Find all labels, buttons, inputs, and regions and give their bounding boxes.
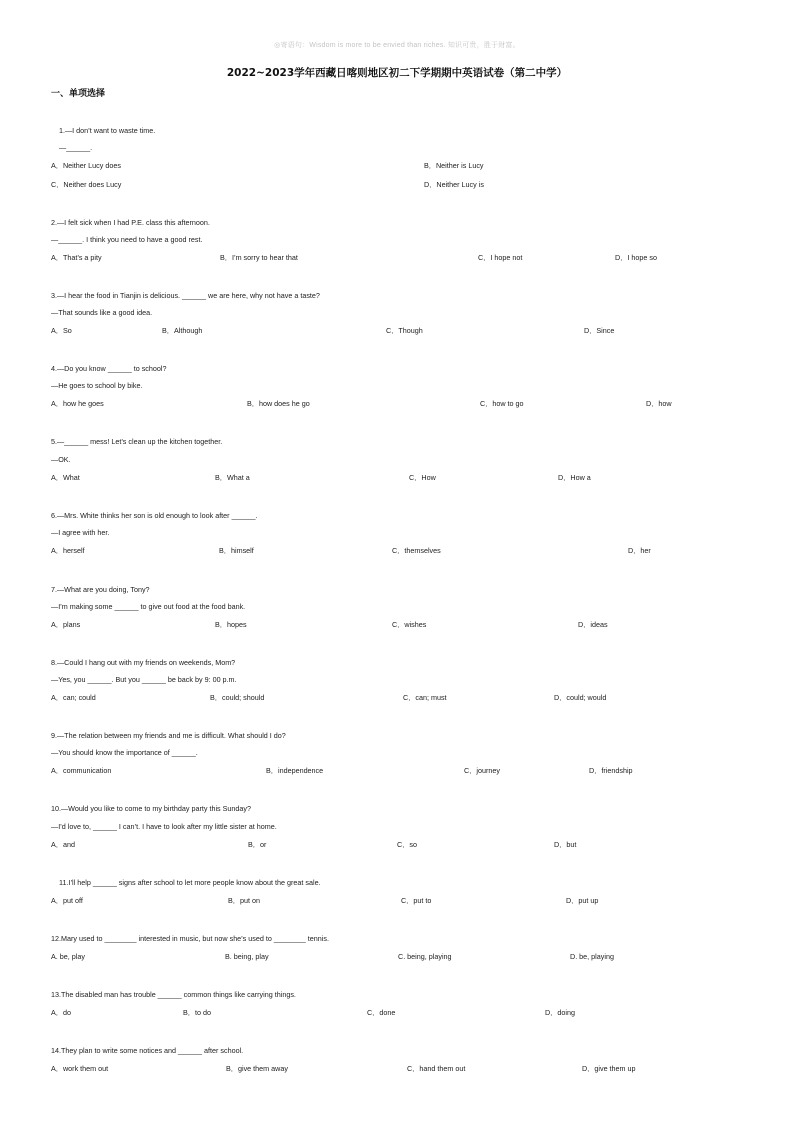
question-stem: 8.—Could I hang out with my friends on weekends, Mom? [51,658,236,667]
option-c[interactable]: C．How [409,473,436,482]
question-stem: 2.—I felt sick when I had P.E. class this afternoon. [51,218,210,227]
option-c[interactable]: C．put to [401,896,432,905]
option-b[interactable]: B．Although [162,326,203,335]
option-b[interactable]: B．to do [183,1008,211,1017]
question-stem: —______. I think you need to have a good rest. [51,235,203,244]
question-stem: —Yes, you ______. But you ______ be back by 9: 00 p.m. [51,675,237,684]
option-a[interactable]: A．can; could [51,693,96,702]
option-c[interactable]: C．I hope not [478,253,523,262]
question-stem: 13.The disabled man has trouble ______ common things like carrying things. [51,990,296,999]
option-c[interactable]: C．can; must [403,693,447,702]
option-c[interactable]: C．how to go [480,399,524,408]
question-stem: 5.—______ mess! Let’s clean up the kitchen together. [51,437,223,446]
option-b[interactable]: B．put on [228,896,260,905]
option-c[interactable]: C．so [397,840,417,849]
question-stem: 6.—Mrs. White thinks her son is old enough to look after ______. [51,511,258,520]
option-a[interactable]: A．Neither Lucy does [51,161,121,170]
option-a[interactable]: A．What [51,473,80,482]
option-b[interactable]: B．give them away [226,1064,288,1073]
option-a[interactable]: A．and [51,840,75,849]
question-stem: 11.I’ll help ______ signs after school to let more people know about the great sale. [59,878,321,887]
option-b[interactable]: B．I’m sorry to hear that [220,253,298,262]
option-a[interactable]: A．So [51,326,72,335]
question-stem: 7.—What are you doing, Tony? [51,585,150,594]
question-stem: —I’m making some ______ to give out food at the food bank. [51,602,246,611]
option-d[interactable]: D．put up [566,896,599,905]
question-stem: —You should know the importance of ______. [51,748,198,757]
option-c[interactable]: C．done [367,1008,396,1017]
option-d[interactable]: D．Neither Lucy is [424,180,484,189]
option-c[interactable]: C．Though [386,326,423,335]
option-d[interactable]: D．Since [584,326,615,335]
option-a[interactable]: A．That’s a pity [51,253,102,262]
option-d[interactable]: D．her [628,546,651,555]
watermark: ◎寄语句：Wisdom is more to be envied than riches. 知识可贵，胜于财富。 [274,42,520,49]
question-stem: —That sounds like a good idea. [51,308,153,317]
option-c[interactable]: C．wishes [392,620,427,629]
option-b[interactable]: B．What a [215,473,250,482]
question-stem: —______. [59,143,93,152]
option-d[interactable]: D．How a [558,473,591,482]
option-d[interactable]: D．how [646,399,672,408]
option-c[interactable]: C．themselves [392,546,441,555]
option-a[interactable]: A．do [51,1008,71,1017]
option-b[interactable]: B．himself [219,546,254,555]
option-a[interactable]: A．how he goes [51,399,104,408]
option-d[interactable]: D．friendship [589,766,633,775]
option-b[interactable]: B．independence [266,766,324,775]
option-a[interactable]: A．herself [51,546,85,555]
question-stem: 4.—Do you know ______ to school? [51,364,167,373]
option-d[interactable]: D．I hope so [615,253,657,262]
option-c[interactable]: C. being, playing [398,952,452,961]
option-d[interactable]: D．could; would [554,693,607,702]
option-a[interactable]: A．plans [51,620,81,629]
section-heading: 一、单项选择 [51,89,106,99]
question-stem: —I agree with her. [51,528,110,537]
question-stem: —He goes to school by bike. [51,381,143,390]
option-c[interactable]: C．Neither does Lucy [51,180,122,189]
question-stem: 3.—I hear the food in Tianjin is delicious. ______ we are here, why not have a taste? [51,291,320,300]
question-stem: —I’d love to, ______ I can’t. I have to look after my little sister at home. [51,822,277,831]
option-a[interactable]: A．work them out [51,1064,109,1073]
question-stem: 9.—The relation between my friends and me is difficult. What should I do? [51,731,286,740]
option-b[interactable]: B．could; should [210,693,265,702]
option-d[interactable]: D．doing [545,1008,575,1017]
question-stem: 10.—Would you like to come to my birthday party this Sunday? [51,804,252,813]
option-c[interactable]: C．hand them out [407,1064,466,1073]
question-stem: 12.Mary used to ________ interested in music, but now she’s used to ________ tennis. [51,934,329,943]
option-d[interactable]: D．give them up [582,1064,636,1073]
option-c[interactable]: C．journey [464,766,500,775]
option-a[interactable]: A. be, play [51,952,85,961]
question-stem: 14.They plan to write some notices and ______ after school. [51,1046,244,1055]
option-d[interactable]: D．but [554,840,577,849]
option-d[interactable]: D．ideas [578,620,608,629]
option-a[interactable]: A．communication [51,766,112,775]
option-d[interactable]: D. be, playing [570,952,614,961]
question-stem: —OK. [51,455,71,464]
option-b[interactable]: B．or [248,840,267,849]
option-b[interactable]: B. being, play [225,952,269,961]
option-b[interactable]: B．Neither is Lucy [424,161,484,170]
page-title: 2022~2023学年西藏日喀则地区初二下学期期中英语试卷（第二中学） [226,67,568,79]
option-b[interactable]: B．how does he go [247,399,310,408]
option-b[interactable]: B．hopes [215,620,247,629]
option-a[interactable]: A．put off [51,896,83,905]
question-stem: 1.—I don’t want to waste time. [59,126,156,135]
